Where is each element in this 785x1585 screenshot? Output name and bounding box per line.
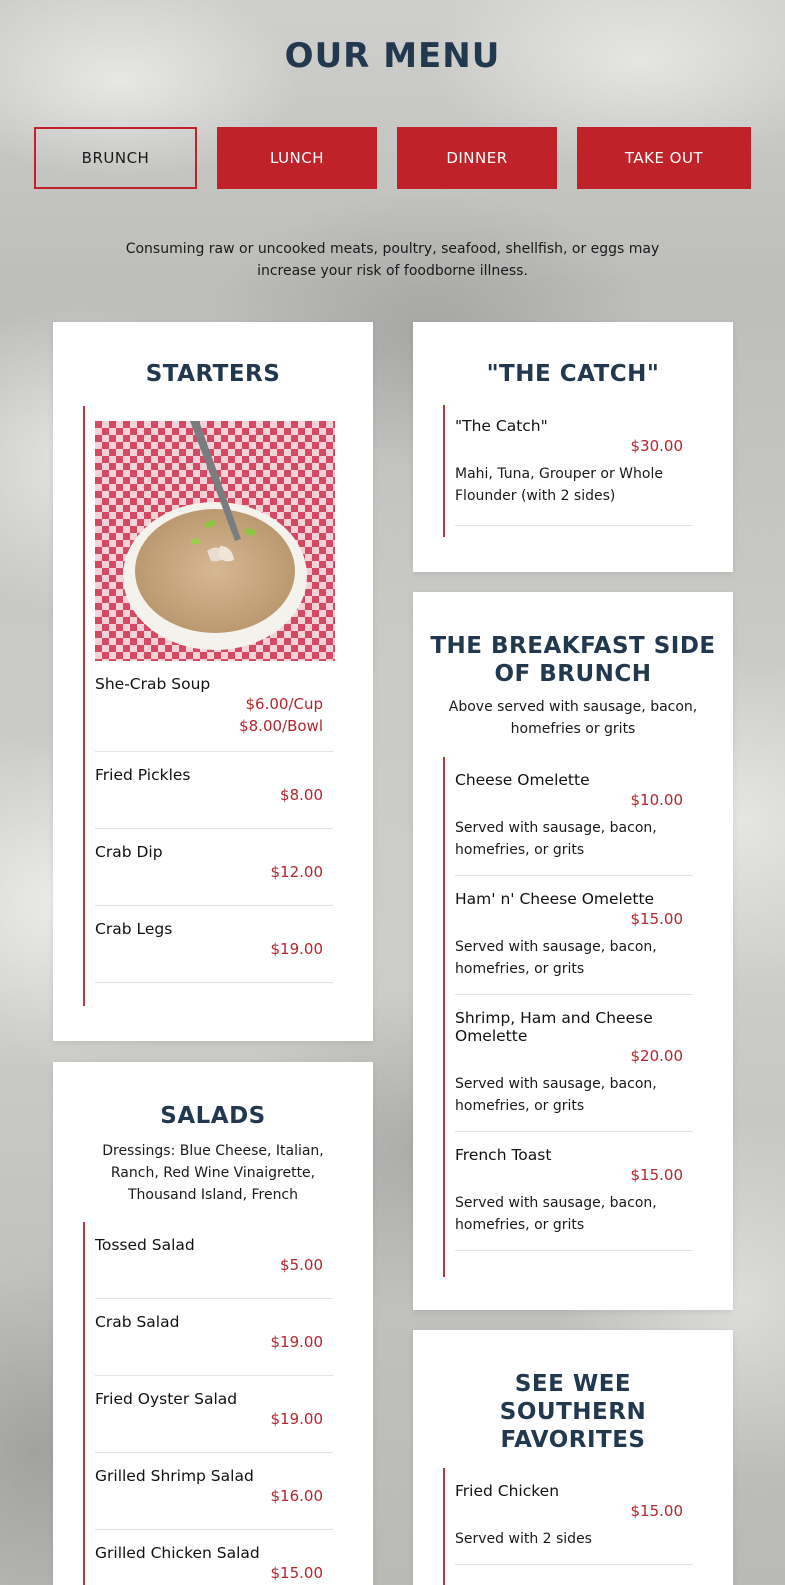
menu-item	[455, 995, 693, 1132]
item-price: $15.00	[630, 1166, 683, 1184]
item-name: Crab Legs	[95, 920, 173, 938]
item-description: Served with sausage, bacon, homefries, or grits	[455, 1195, 657, 1233]
starters-list	[83, 406, 333, 1006]
item-price: $15.00	[270, 1564, 323, 1582]
item-name: "The Catch"	[455, 417, 548, 435]
menu-item	[95, 752, 333, 829]
southern-favorites-list	[443, 1468, 693, 1585]
item-name: She-Crab Soup	[95, 675, 211, 693]
item-price: $19.00	[270, 1410, 323, 1428]
menu-item	[455, 757, 693, 876]
menu-item	[95, 1299, 333, 1376]
menu-item	[455, 876, 693, 995]
salads-card	[53, 1062, 373, 1585]
item-name: Grilled Chicken Salad	[95, 1544, 260, 1562]
menu-item	[95, 661, 333, 752]
item-description: Served with 2 sides	[455, 1531, 592, 1547]
menu-item	[95, 1453, 333, 1530]
item-price: $30.00	[630, 437, 683, 455]
southern-favorites-title: SEE WEE SOUTHERN FAVORITES	[499, 1371, 647, 1453]
breakfast-card	[413, 592, 733, 1310]
item-price: $19.00	[270, 940, 323, 958]
item-price: $12.00	[270, 863, 323, 881]
item-name: Crab Dip	[95, 843, 163, 861]
page-title: OUR MENU	[284, 36, 501, 76]
tab-brunch[interactable]: BRUNCH	[34, 127, 197, 189]
item-name: Fried Chicken	[455, 1482, 560, 1500]
item-name: Ham' n' Cheese Omelette	[455, 890, 655, 908]
catch-card	[413, 322, 733, 572]
catch-list	[443, 405, 693, 537]
menu-tabs	[34, 127, 751, 189]
item-price: $8.00	[280, 786, 323, 804]
menu-item	[455, 405, 693, 526]
tab-dinner[interactable]: DINNER	[397, 127, 557, 189]
breakfast-title: THE BREAKFAST SIDE OF BRUNCH	[430, 633, 716, 687]
salads-title: SALADS	[160, 1103, 266, 1129]
item-name: Tossed Salad	[95, 1236, 195, 1254]
item-name: Crab Salad	[95, 1313, 180, 1331]
menu-item	[95, 1222, 333, 1299]
salad-dressings-note: Dressings: Blue Cheese, Italian, Ranch, Red Wine Vinaigrette, Thousand Island, French	[102, 1143, 324, 1203]
item-description: Served with sausage, bacon, homefries, or grits	[455, 1076, 657, 1114]
item-price: $16.00	[270, 1487, 323, 1505]
menu-item	[95, 906, 333, 983]
item-price-bowl: $8.00/Bowl	[239, 717, 323, 735]
tab-take-out[interactable]: TAKE OUT	[577, 127, 751, 189]
menu-item	[455, 1132, 693, 1251]
she-crab-soup-photo	[95, 421, 335, 661]
item-name: Grilled Shrimp Salad	[95, 1467, 254, 1485]
item-name: Fried Oyster Salad	[95, 1390, 238, 1408]
catch-title: "THE CATCH"	[486, 361, 660, 387]
breakfast-note: Above served with sausage, bacon, homefries or grits	[448, 699, 698, 737]
starters-title: STARTERS	[145, 361, 281, 387]
menu-item	[95, 1376, 333, 1453]
item-price: $10.00	[630, 791, 683, 809]
breakfast-list	[443, 757, 693, 1277]
item-price: $15.00	[630, 910, 683, 928]
tab-lunch[interactable]: LUNCH	[217, 127, 377, 189]
item-price: $19.00	[270, 1333, 323, 1351]
salads-list	[83, 1222, 333, 1585]
item-name: Fried Pickles	[95, 766, 191, 784]
item-description: Served with sausage, bacon, homefries, or grits	[455, 939, 657, 977]
item-price: $20.00	[630, 1047, 683, 1065]
food-safety-disclaimer: Consuming raw or uncooked meats, poultry, seafood, shellfish, or eggs may increase your risk of foodborne illness.	[125, 241, 660, 279]
item-description: Mahi, Tuna, Grouper or Whole Flounder (with 2 sides)	[455, 466, 663, 504]
item-price: $6.00/Cup	[245, 695, 323, 713]
southern-favorites-card	[413, 1330, 733, 1585]
item-description: Served with sausage, bacon, homefries, or grits	[455, 820, 657, 858]
menu-item	[455, 1468, 693, 1565]
item-name: Shrimp, Ham and Cheese Omelette	[455, 1009, 653, 1045]
item-price: $15.00	[630, 1502, 683, 1520]
item-name: French Toast	[455, 1146, 552, 1164]
item-price: $5.00	[280, 1256, 323, 1274]
item-name: Cheese Omelette	[455, 771, 590, 789]
menu-item	[95, 829, 333, 906]
menu-item	[95, 1530, 333, 1585]
starters-card	[53, 322, 373, 1041]
